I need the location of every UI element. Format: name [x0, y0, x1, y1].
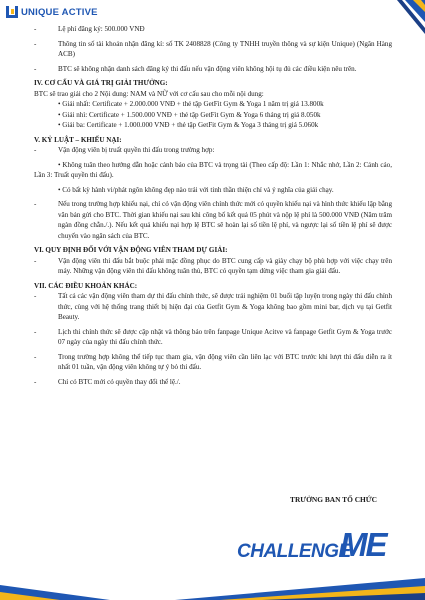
section-heading-vii: VII. CÁC ĐIỀU KHOẢN KHÁC: [34, 281, 138, 290]
document-body [34, 24, 392, 387]
me-wordmark: ME [340, 526, 386, 563]
challenge-wordmark: CHALLENGE [237, 541, 351, 562]
corner-stripes-decoration [391, 0, 425, 48]
disqualification-rule-1: • Không tuân theo hướng dẫn hoặc cảnh báo của BTC và trọng tài (Theo cấp độ: Lần 1: Nhắc nhở, Lần 2: Cảnh cáo, Lần 3: Truất quyền thi đấu). [34, 160, 392, 179]
other-term-4: - Chỉ có BTC mới có quyền thay đổi thể lệ./. [34, 377, 181, 386]
section-heading-vi: VI. QUY ĐỊNH ĐỐI VỚI VẬN ĐỘNG VIÊN THAM DỰ GIẢI: [34, 246, 228, 254]
prize-first: • Giải nhất: Certificate + 2.000.000 VNĐ + thẻ tập GetFit Gym & Yoga 1 năm trị giá 13.800k [58, 100, 324, 108]
bank-account-line: - Thông tin số tài khoản nhận đăng kí: số TK 2408828 (Công ty TNHH truyền thông và sự kiện Unique) (Ngân Hàng ACB) [34, 39, 392, 58]
disqualification-intro: - Vận động viên bị truất quyền thi đấu trong trường hợp: [34, 146, 215, 154]
other-term-1: - Tất cả các vận động viên tham dự thi đấu chính thức, sẽ được trải nghiệm 01 buổi tập luyện trong ngày thi đấu chính thức, cùng với hệ thống trang thiết bị hiện đại của Getfit Gym & Yoga không bao gồm mini bar, dịch vụ tại Getfit Beauty. [34, 292, 392, 321]
unique-active-logo-icon [6, 6, 18, 18]
section-heading-v: V. KỶ LUẬT – KHIẾU NẠI: [34, 135, 122, 144]
unique-active-logo [6, 5, 98, 19]
eligibility-note: - BTC sẽ không nhận danh sách đăng ký thi đấu nếu vận động viên không hội tụ đủ các điều kiện nêu trên. [34, 64, 357, 73]
section-heading-iv: IV. CƠ CẤU VÀ GIÁ TRỊ GIẢI THƯỞNG: [34, 79, 168, 87]
fee-line: - Lệ phí đăng ký: 500.000 VNĐ [34, 25, 145, 33]
prize-second: • Giải nhì: Certificate + 1.500.000 VNĐ + thẻ tập GetFit Gym & Yoga 6 tháng trị giá 8.050k [58, 110, 321, 119]
prize-intro: BTC sẽ trao giải cho 2 Nội dung: NAM và NỮ với cơ cấu sau cho mỗi nội dung: [34, 89, 264, 98]
other-term-3: - Trong trường hợp không thể tiếp tục tham gia, vận động viên cần liên lạc với BTC trước khi lượt thi đấu diễn ra ít nhất 01 tuần, vận động viên không tự ý bỏ thi đấu. [34, 352, 392, 371]
disqualification-rule-2: • Có bất kỳ hành vi/phát ngôn không đẹp nào trái với tinh thần thiện chí và ý nghĩa của giải chạy. [58, 185, 334, 194]
prize-third: • Giải ba: Certificate + 1.000.000 VNĐ + thẻ tập GetFit Gym & Yoga 3 tháng trị giá 5.060k [58, 121, 319, 129]
uniform-rule: - Vận động viên thi đấu bắt buộc phải mặc đồng phục do BTC cung cấp và giày chạy bộ phù hợp với việc chạy trên máy. Những vận động viên thi đấu không tuân thủ, BTC có quyền tạm dừng việc tham gia giải đấu. [34, 256, 392, 275]
logo-text: UNIQUE ACTIVE [21, 6, 98, 18]
other-term-2: - Lịch thi chính thức sẽ được cập nhật và thông báo trên fanpage Unique Acitve và fanpage Getfit Gym & Yoga trước 07 ngày của ngày thi đấu chính thức. [34, 327, 392, 346]
signature-organizer: TRƯỞNG BAN TỔ CHỨC [290, 495, 377, 504]
complaint-rule: - Nếu trong trường hợp khiếu nại, chỉ có vận động viên chính thức mới có quyền khiếu nại và hình thức khiếu lập bằng văn bản gửi cho BTC. Thời gian khiếu nại sau khi công bố kết quả 05 phút và nộp lệ phí là 500.000 VNĐ (Năm trăm ngàn đồng chẵn./.). Nếu kết quả khiếu nại hợp lệ BTC sẽ hoàn lại số tiền lệ phí, và ngược lại số tiền lệ phí sẽ được chuyển vào ngân sách của BTC. [34, 200, 392, 240]
